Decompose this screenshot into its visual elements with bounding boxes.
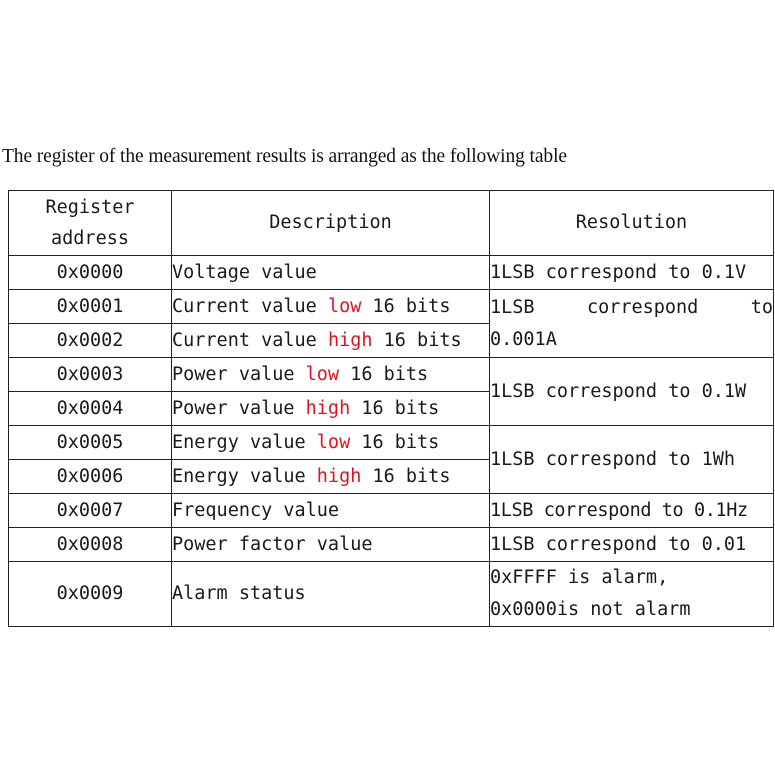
table-row [9, 494, 774, 528]
table-row [9, 528, 774, 562]
register-description: Energy value low 16 bits [172, 426, 490, 460]
register-resolution: 0xFFFF is alarm, 0x0000is not alarm [490, 562, 774, 627]
register-resolution: 1LSB correspond to 0.01 [490, 528, 774, 562]
register-description: Frequency value [172, 494, 490, 528]
table-row [9, 426, 774, 460]
register-address: 0x0007 [9, 494, 172, 528]
table-row [9, 358, 774, 392]
register-address: 0x0001 [9, 290, 172, 324]
register-address: 0x0005 [9, 426, 172, 460]
register-description: Current value low 16 bits [172, 290, 490, 324]
register-resolution: 1LSB correspond to 0.1Hz [490, 494, 774, 528]
register-description: Energy value high 16 bits [172, 460, 490, 494]
header-resolution: Resolution [490, 191, 774, 256]
intro-text: The register of the measurement results is arranged as the following table [2, 146, 567, 167]
register-address: 0x0002 [9, 324, 172, 358]
table-row [9, 256, 774, 290]
register-address: 0x0003 [9, 358, 172, 392]
header-description: Description [172, 191, 490, 256]
register-address: 0x0006 [9, 460, 172, 494]
register-resolution: 1LSB correspond to 0.1V [490, 256, 774, 290]
register-address: 0x0008 [9, 528, 172, 562]
register-address: 0x0009 [9, 562, 172, 627]
register-table [8, 190, 774, 627]
register-resolution: 1LSB correspond to 1Wh [490, 426, 774, 494]
register-resolution: 1LSB correspond to 0.001A [490, 290, 774, 358]
table-header-row [9, 191, 774, 256]
register-description: Power factor value [172, 528, 490, 562]
register-address: 0x0000 [9, 256, 172, 290]
register-description: Power value low 16 bits [172, 358, 490, 392]
table-row [9, 562, 774, 627]
register-resolution: 1LSB correspond to 0.1W [490, 358, 774, 426]
table-row [9, 290, 774, 324]
register-description: Voltage value [172, 256, 490, 290]
register-description: Alarm status [172, 562, 490, 627]
register-description: Power value high 16 bits [172, 392, 490, 426]
register-address: 0x0004 [9, 392, 172, 426]
register-description: Current value high 16 bits [172, 324, 490, 358]
header-register-address: Register address [9, 191, 172, 256]
